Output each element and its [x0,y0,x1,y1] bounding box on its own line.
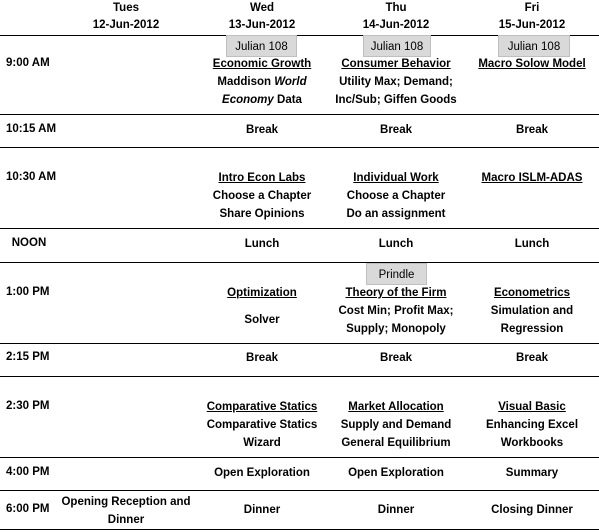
session-detail: Choose a Chapter [346,190,446,202]
break-cell: Break [380,124,412,136]
session-detail: Regression [500,323,564,335]
time-label: 2:15 PM [6,351,50,363]
row-divider [0,114,599,115]
session-intro-econ-labs [196,169,328,223]
event-line: Opening Reception and [61,496,191,508]
header-thu [330,0,462,34]
session-detail: Do an assignment [346,208,446,220]
session-title: Economic Growth [212,58,312,70]
session-detail: Wizard [243,437,281,449]
session-detail: Choose a Chapter [212,190,312,202]
session-detail: Inc/Sub; Giffen Goods [335,94,457,106]
header-day: Tues [113,2,139,14]
time-label: 2:30 PM [6,400,50,412]
session-title: Intro Econ Labs [218,172,306,184]
session-title: Macro ISLM-ADAS [481,172,583,184]
session-economic-growth [196,55,328,109]
session-title: Econometrics [493,287,571,299]
session-title: Comparative Statics [206,401,318,413]
session-title: Consumer Behavior [341,58,451,70]
session-detail: Supply; Monopoly [346,323,446,335]
row-divider [0,147,599,148]
session-title: Individual Work [353,172,439,184]
row-divider [0,529,599,530]
break-cell: Break [380,352,412,364]
header-day: Wed [249,2,275,14]
session-detail: Utility Max; Demand; [339,76,453,88]
session-theory-firm [330,284,462,338]
header-tues [60,0,192,34]
header-wed [196,0,328,34]
time-label: 6:00 PM [6,503,50,515]
session-title: Market Allocation [348,401,444,413]
session-macro-islm [465,169,599,187]
session-detail: Enhancing Excel [485,419,579,431]
lunch-cell: Lunch [378,238,414,250]
time-label: 10:30 AM [6,171,57,183]
session-title: Visual Basic [498,401,566,413]
session-visual-basic [465,398,599,452]
session-open-exploration: Open Exploration [348,467,444,479]
session-title: Theory of the Firm [345,287,447,299]
header-day: Thu [385,2,407,14]
session-detail: Maddison World [217,76,307,88]
time-label: 4:00 PM [6,466,50,478]
time-label: 9:00 AM [6,57,50,69]
room-tag-fri: Julian 108 [498,35,570,57]
session-detail: Share Opinions [219,208,305,220]
session-detail: Economy Data [222,94,302,106]
header-date: 15-Jun-2012 [498,19,566,31]
header-day: Fri [524,2,540,14]
session-econometrics [465,284,599,338]
dinner-cell: Dinner [377,504,415,516]
session-open-exploration: Open Exploration [214,467,310,479]
session-detail: Supply and Demand [340,419,452,431]
row-divider [0,262,599,263]
row-divider [0,490,599,491]
header-date: 13-Jun-2012 [228,19,296,31]
header-date: 14-Jun-2012 [362,19,430,31]
session-macro-solow [465,55,599,73]
header-fri [465,0,599,34]
row-divider [0,228,599,229]
session-detail: Cost Min; Profit Max; [338,305,454,317]
session-optimization [196,284,328,329]
time-label: 1:00 PM [6,286,50,298]
break-cell: Break [516,352,548,364]
time-label: 10:15 AM [6,123,57,135]
session-detail: Solver [244,314,280,326]
lunch-cell: Lunch [514,238,550,250]
session-individual-work [330,169,462,223]
event-line: Dinner [107,514,145,526]
row-divider [0,376,599,377]
closing-dinner-cell: Closing Dinner [491,504,573,516]
session-detail: Workbooks [500,437,564,449]
break-cell: Break [246,124,278,136]
room-tag-thu: Julian 108 [363,35,431,57]
session-comparative-statics [196,398,328,452]
dinner-cell: Dinner [243,504,281,516]
opening-reception [60,493,192,529]
row-divider [0,343,599,344]
time-label: NOON [11,237,47,249]
session-title: Optimization [227,287,297,299]
room-tag-thu-pm: Prindle [366,263,427,285]
break-cell: Break [516,124,548,136]
break-cell: Break [246,352,278,364]
session-detail: General Equilibrium [341,437,451,449]
session-title: Macro Solow Model [478,58,586,70]
room-tag-wed: Julian 108 [226,35,297,57]
row-divider [0,457,599,458]
session-market-allocation [330,398,462,452]
header-date: 12-Jun-2012 [92,19,160,31]
session-detail: Simulation and [490,305,574,317]
session-summary: Summary [505,467,559,479]
session-detail: Comparative Statics [206,419,318,431]
lunch-cell: Lunch [244,238,280,250]
session-consumer-behavior [330,55,462,109]
